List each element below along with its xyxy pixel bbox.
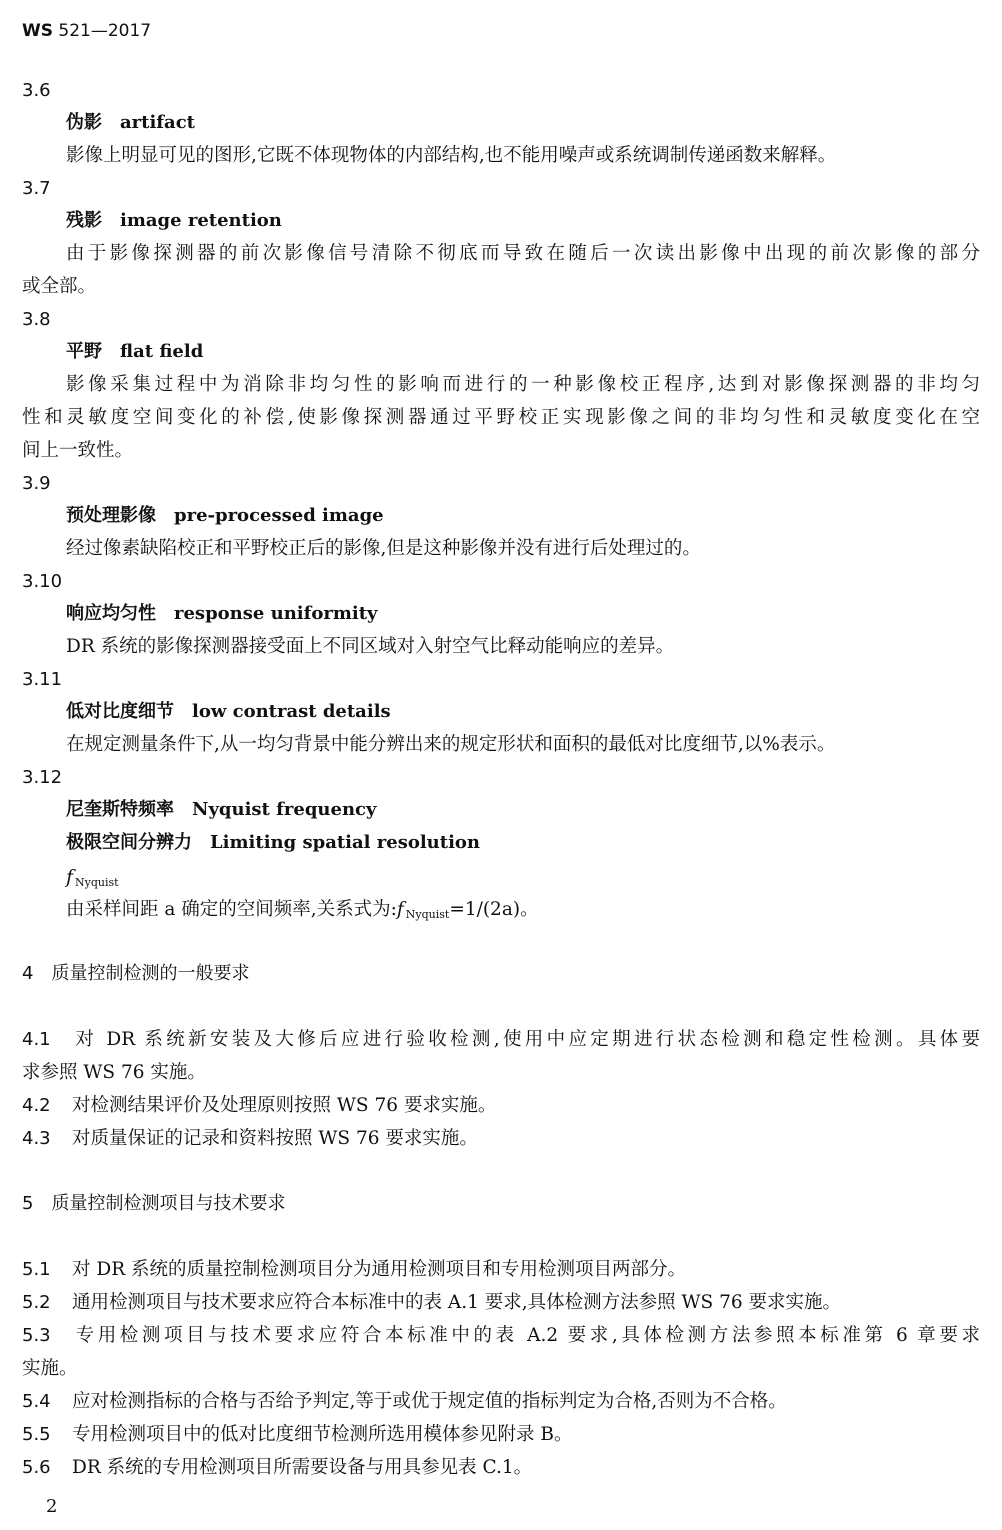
term-en: response uniformity bbox=[174, 603, 378, 624]
term-cn: 预处理影像 bbox=[66, 505, 156, 526]
clause: 5.6 DR 系统的专用检测项目所需要设备与用具参见表 C.1。 bbox=[22, 1457, 533, 1478]
definition-line: 性和灵敏度空间变化的补偿,使影像探测器通过平野校正实现影像之间的非均匀性和灵敏度变化在空 bbox=[22, 407, 980, 428]
term-heading bbox=[66, 110, 195, 136]
term-heading bbox=[66, 503, 384, 529]
term-heading bbox=[66, 339, 203, 365]
term-cn: 平野 bbox=[66, 341, 102, 362]
term-cn: 残影 bbox=[66, 210, 102, 231]
entry-number: 3.11 bbox=[22, 669, 63, 690]
section-heading: 5 质量控制检测项目与技术要求 bbox=[22, 1193, 286, 1214]
term-heading bbox=[66, 797, 376, 823]
definition-line: 间上一致性。 bbox=[22, 440, 134, 461]
term-heading bbox=[66, 699, 391, 725]
section-heading: 4 质量控制检测的一般要求 bbox=[22, 963, 250, 984]
clause: 4.2 对检测结果评价及处理原则按照 WS 76 要求实施。 bbox=[22, 1095, 497, 1116]
clause: 5.5 专用检测项目中的低对比度细节检测所选用模体参见附录 B。 bbox=[22, 1424, 573, 1445]
clause: 5.1 对 DR 系统的质量控制检测项目分为通用检测项目和专用检测项目两部分。 bbox=[22, 1259, 687, 1280]
clause: 5.4 应对检测指标的合格与否给予判定,等于或优于规定值的指标判定为合格,否则为不合格。 bbox=[22, 1391, 787, 1412]
clause: 4.3 对质量保证的记录和资料按照 WS 76 要求实施。 bbox=[22, 1128, 478, 1149]
entry-number: 3.8 bbox=[22, 309, 51, 330]
definition-line: 经过像素缺陷校正和平野校正后的影像,但是这种影像并没有进行后处理过的。 bbox=[66, 538, 701, 559]
definition-line: 在规定测量条件下,从一均匀背景中能分辨出来的规定形状和面积的最低对比度细节,以%表示。 bbox=[66, 734, 836, 755]
term-heading bbox=[66, 601, 378, 627]
term-en: low contrast details bbox=[192, 701, 391, 722]
term-en: artifact bbox=[120, 112, 195, 133]
term-en: Limiting spatial resolution bbox=[210, 832, 481, 853]
clause: 4.1 对 DR 系统新安装及大修后应进行验收检测,使用中应定期进行状态检测和稳定性检测。具体要 bbox=[22, 1029, 980, 1050]
term-cn: 尼奎斯特频率 bbox=[66, 799, 174, 820]
entry-number: 3.10 bbox=[22, 571, 63, 592]
definition-line: 由于影像探测器的前次影像信号清除不彻底而导致在随后一次读出影像中出现的前次影像的部分 bbox=[66, 243, 980, 264]
standard-number: 521—2017 bbox=[58, 21, 152, 41]
definition-line: 影像上明显可见的图形,它既不体现物体的内部结构,也不能用噪声或系统调制传递函数来解释。 bbox=[66, 145, 837, 166]
clause: 5.3 专用检测项目与技术要求应符合本标准中的表 A.2 要求,具体检测方法参照本标准第 6 章要求 bbox=[22, 1325, 980, 1346]
symbol: f $_{Nyquist}$ bbox=[66, 866, 119, 889]
term-en: flat field bbox=[120, 341, 204, 362]
term-en: Nyquist frequency bbox=[192, 799, 377, 820]
clause-continuation: 实施。 bbox=[22, 1358, 78, 1379]
entry-number: 3.7 bbox=[22, 178, 51, 199]
term-cn: 伪影 bbox=[66, 112, 102, 133]
entry-number: 3.6 bbox=[22, 80, 51, 101]
clause: 5.2 通用检测项目与技术要求应符合本标准中的表 A.1 要求,具体检测方法参照 WS 76 要求实施。 bbox=[22, 1292, 842, 1313]
document-header bbox=[22, 18, 151, 44]
definition-line: 影像采集过程中为消除非均匀性的影响而进行的一种影像校正程序,达到对影像探测器的非均匀 bbox=[66, 374, 980, 395]
definition-line: DR 系统的影像探测器接受面上不同区域对入射空气比释动能响应的差异。 bbox=[66, 636, 675, 657]
term-cn: 响应均匀性 bbox=[66, 603, 156, 624]
standard-code: WS bbox=[22, 21, 53, 41]
term-heading-alt bbox=[66, 830, 480, 856]
term-cn: 极限空间分辨力 bbox=[66, 832, 192, 853]
term-en: pre-processed image bbox=[174, 505, 384, 526]
page-number: 2 bbox=[46, 1496, 58, 1517]
entry-number: 3.9 bbox=[22, 473, 51, 494]
definition-line: 或全部。 bbox=[22, 276, 97, 297]
term-en: image retention bbox=[120, 210, 282, 231]
clause-continuation: 求参照 WS 76 实施。 bbox=[22, 1062, 206, 1083]
term-cn: 低对比度细节 bbox=[66, 701, 174, 722]
entry-number: 3.12 bbox=[22, 767, 63, 788]
term-heading bbox=[66, 208, 282, 234]
definition-line: 由采样间距 a 确定的空间频率,关系式为:f $_{Nyquist}$=1/(2a)。 bbox=[66, 899, 539, 921]
